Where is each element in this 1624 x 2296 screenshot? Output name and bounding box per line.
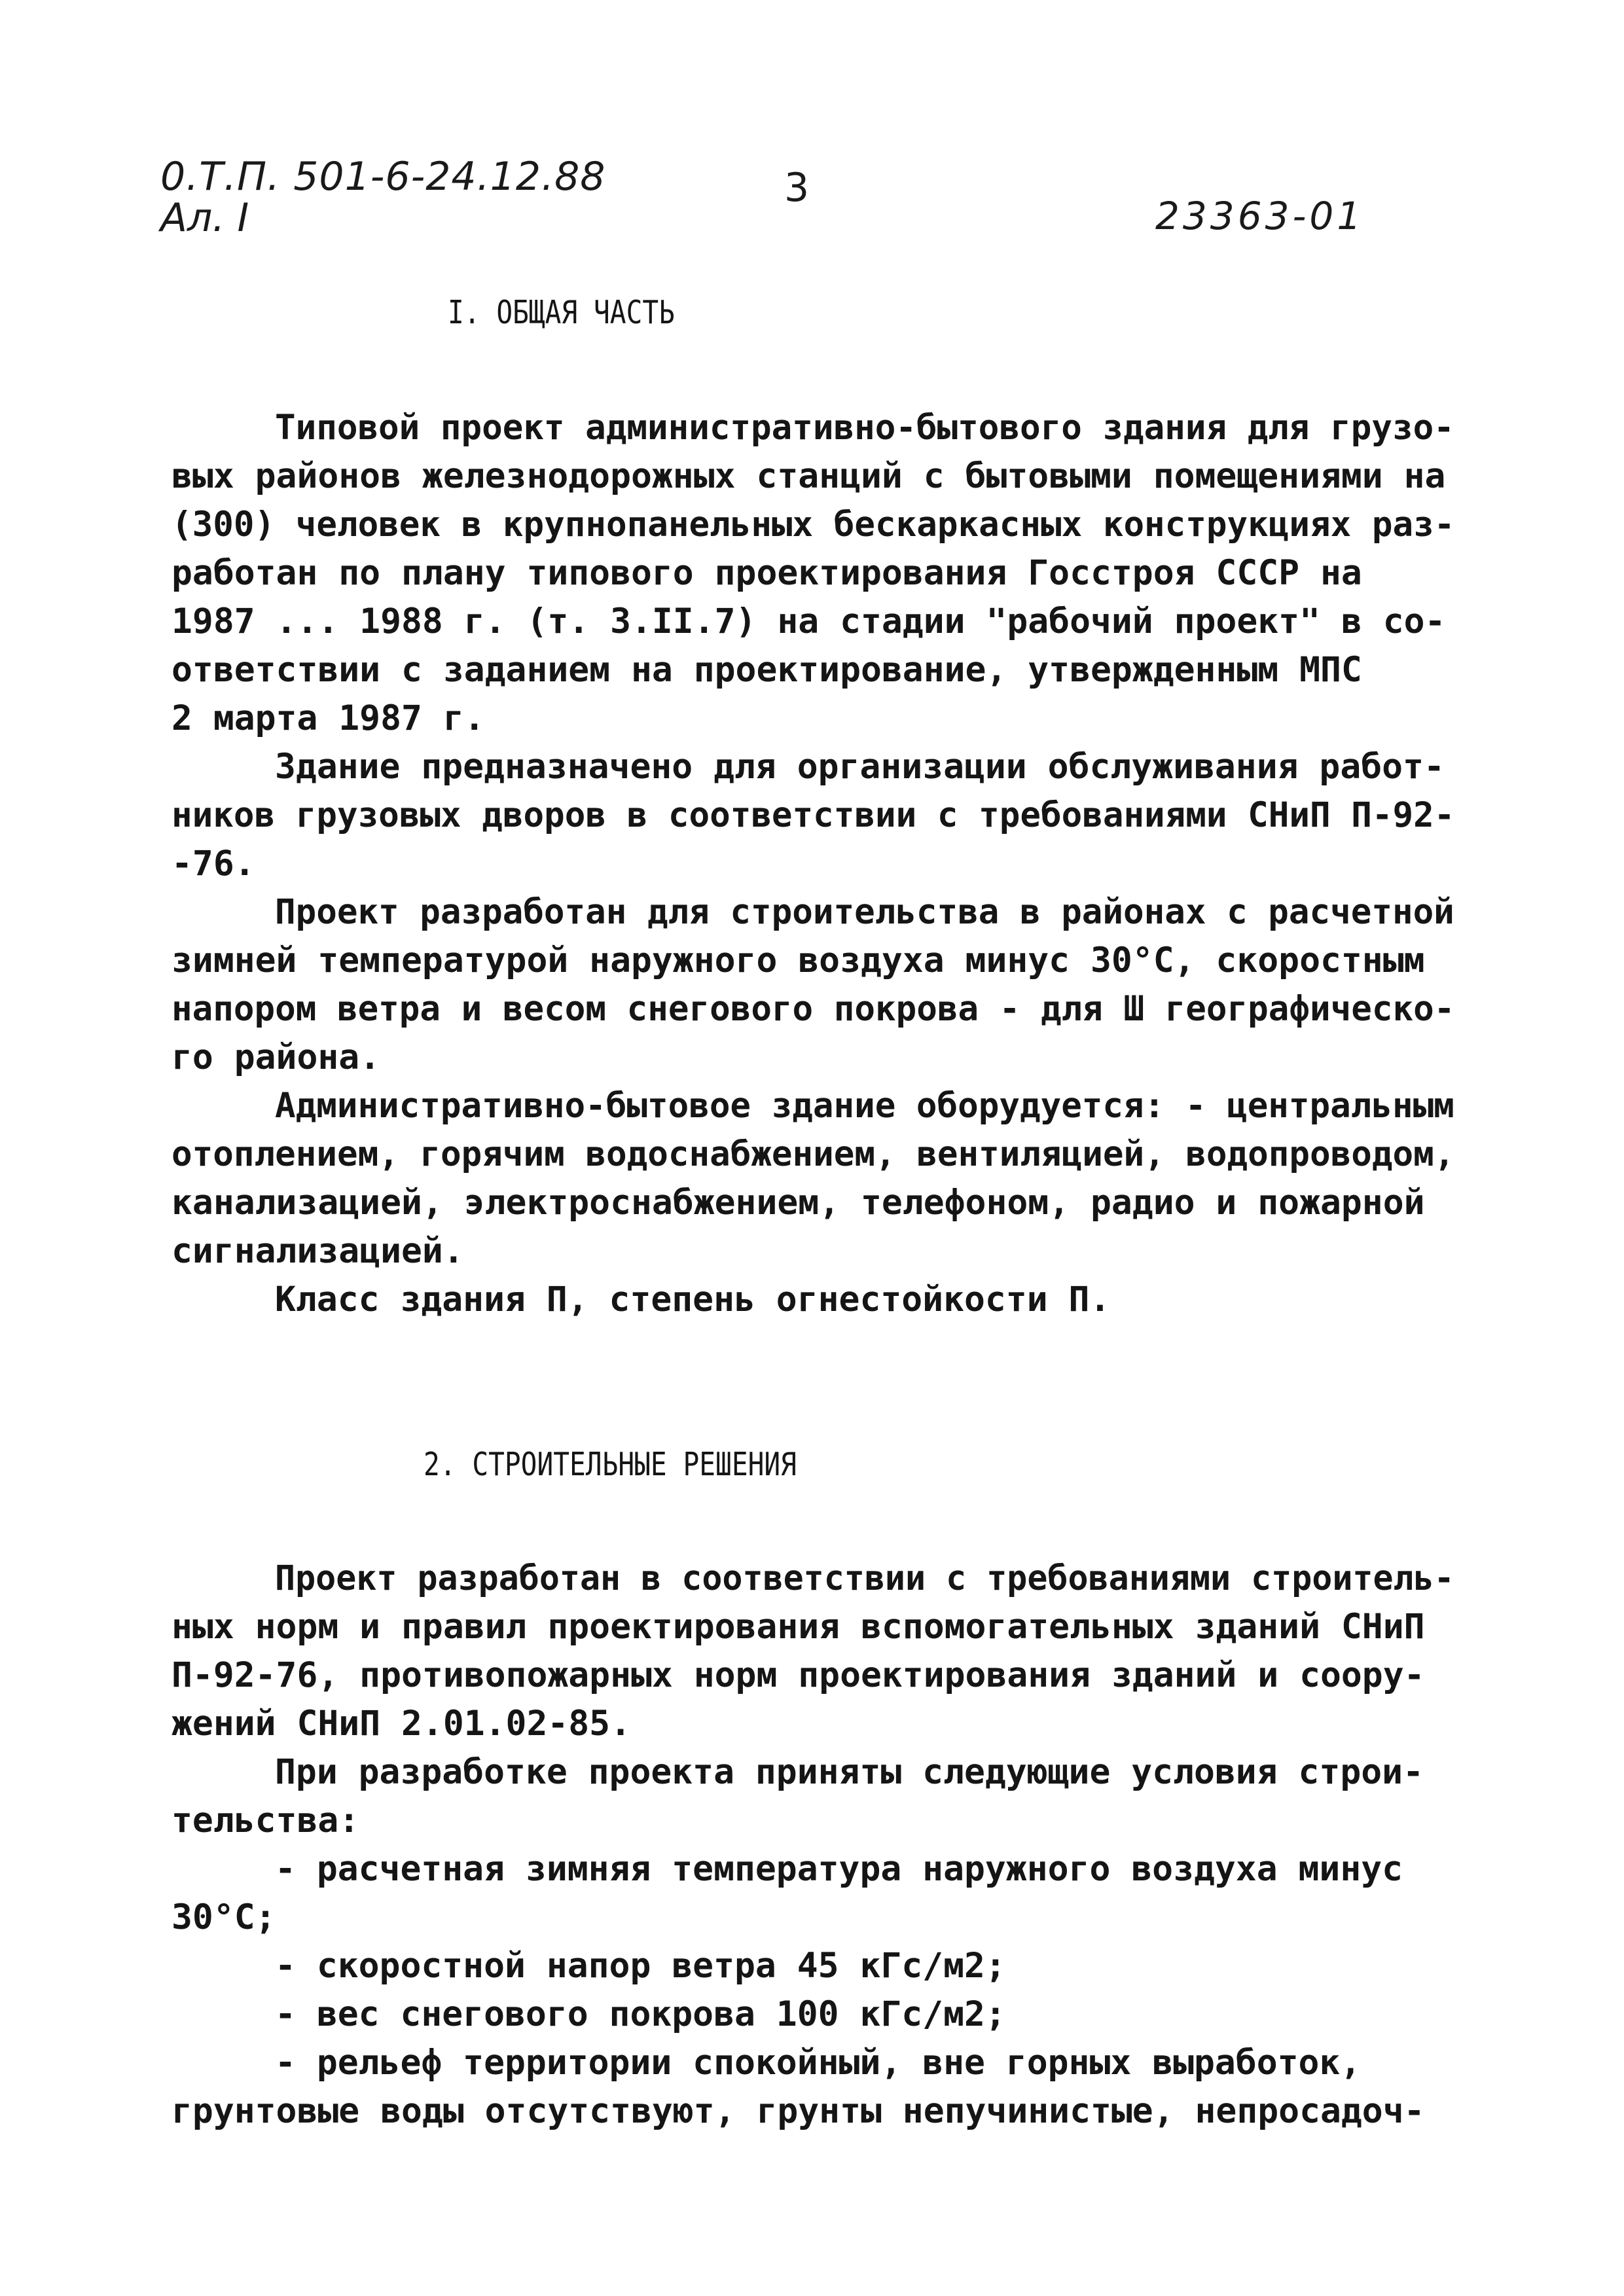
section-title: I. ОБЩАЯ ЧАСТЬ bbox=[448, 294, 675, 331]
text-line: Проект разработан в соответствии с требованиями строитель- bbox=[275, 1558, 1454, 1598]
text-line: При разработке проекта приняты следующие условия строи- bbox=[275, 1752, 1424, 1792]
project-number: 23363-01 bbox=[1155, 194, 1365, 238]
text-line: Класс здания П, степень огнестойкости П. bbox=[275, 1280, 1111, 1319]
section-title: 2. СТРОИТЕЛЬНЫЕ РЕШЕНИЯ bbox=[424, 1446, 797, 1483]
text-line: - скоростной напор ветра 45 кГс/м2; bbox=[275, 1946, 1006, 1986]
text-line: 30°С; bbox=[171, 1897, 276, 1937]
text-line: Административно-бытовое здание оборудуется: - центральным bbox=[275, 1086, 1454, 1126]
text-line: - рельеф территории спокойный, вне горных выработок, bbox=[275, 2043, 1362, 2083]
text-line: Здание предназначено для организации обслуживания работ- bbox=[275, 747, 1445, 787]
text-line: - вес снегового покрова 100 кГс/м2; bbox=[275, 1994, 1006, 2034]
text-line: сигнализацией. bbox=[171, 1231, 464, 1271]
sheet-label: Ал. I bbox=[160, 195, 249, 241]
text-line: - расчетная зимняя температура наружного воздуха минус bbox=[275, 1849, 1403, 1889]
text-line: го района. bbox=[171, 1037, 381, 1077]
section-general bbox=[171, 288, 1454, 1324]
text-line: ных норм и правил проектирования вспомогательных зданий СНиП bbox=[171, 1607, 1425, 1647]
text-line: Типовой проект административно-бытового здания для грузо- bbox=[275, 408, 1454, 448]
text-line: работан по плану типового проектирования Госстроя СССР на bbox=[171, 553, 1362, 593]
text-line: ников грузовых дворов в соответствии с требованиями СНиП П-92- bbox=[171, 795, 1455, 835]
text-line: Проект разработан для строительства в районах с расчетной bbox=[275, 892, 1454, 932]
text-line: 2 марта 1987 г. bbox=[171, 698, 485, 738]
page-number: 3 bbox=[784, 165, 810, 211]
document-code: 0.Т.П. 501-6-24.12.88 bbox=[160, 154, 606, 200]
text-line: П-92-76, противопожарных норм проектирования зданий и соору- bbox=[171, 1655, 1425, 1695]
text-line: отоплением, горячим водоснабжением, вентиляцией, водопроводом, bbox=[171, 1134, 1455, 1174]
text-line: тельства: bbox=[171, 1801, 360, 1840]
text-line: зимней температурой наружного воздуха минус 30°С, скоростным bbox=[171, 941, 1425, 980]
text-line: грунтовые воды отсутствуют, грунты непучинистые, непросадоч- bbox=[171, 2091, 1425, 2131]
text-line: 1987 ... 1988 г. (т. 3.II.7) на стадии "рабочий проект" в со- bbox=[171, 601, 1446, 641]
text-line: вых районов железнодорожных станций с бытовыми помещениями на bbox=[171, 456, 1446, 496]
text-line: ответствии с заданием на проектирование, утвержденным МПС bbox=[171, 650, 1362, 690]
section-construction bbox=[171, 1440, 1454, 2136]
text-line: -76. bbox=[171, 844, 255, 884]
text-line: напором ветра и весом снегового покрова - для Ш географическо- bbox=[171, 989, 1455, 1029]
text-line: (300) человек в крупнопанельных бескаркасных конструкциях раз- bbox=[171, 505, 1455, 545]
text-line: жений СНиП 2.01.02-85. bbox=[171, 1704, 631, 1744]
text-line: канализацией, электроснабжением, телефоном, радио и пожарной bbox=[171, 1183, 1425, 1223]
